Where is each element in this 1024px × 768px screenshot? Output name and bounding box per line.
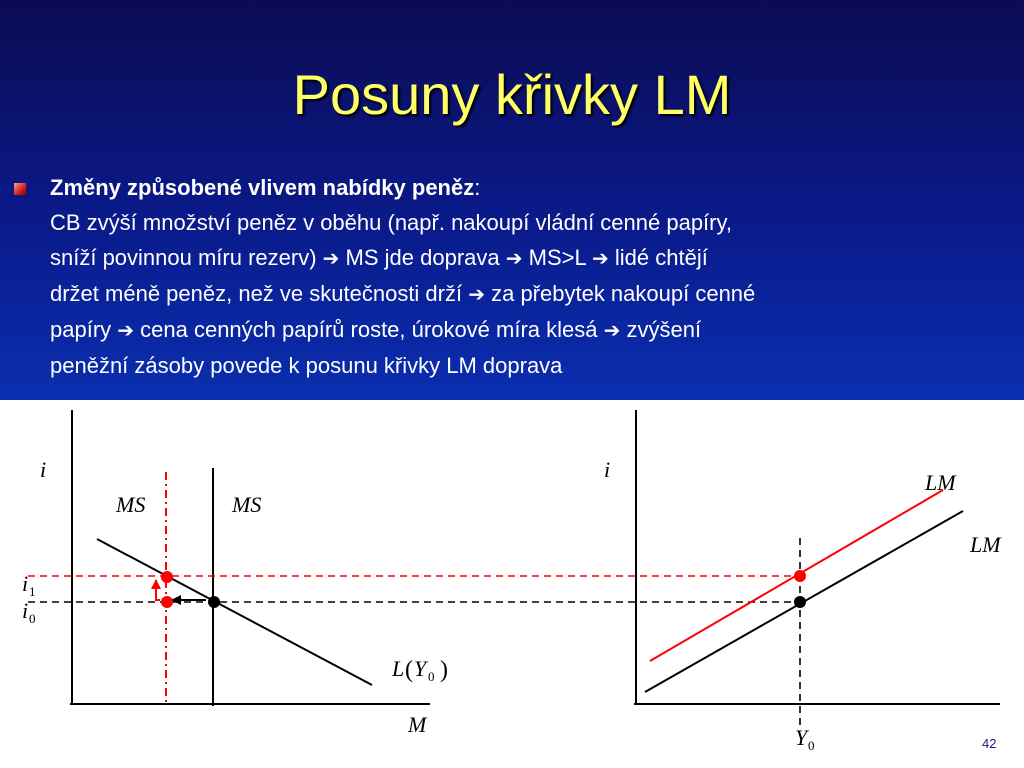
text-segment: papíry xyxy=(50,317,118,342)
arrow-right-icon: ➔ xyxy=(322,246,340,270)
slide-title: Posuny křivky LM xyxy=(292,63,732,126)
arrow-right-icon: ➔ xyxy=(117,318,135,342)
body-line-4 xyxy=(50,312,1000,348)
i1-label-sub: 1 xyxy=(29,584,36,599)
text-segment: zvýšení xyxy=(620,317,702,342)
point-i1 xyxy=(161,571,173,583)
page-number: 42 xyxy=(982,736,997,751)
lm-old-label: LM xyxy=(970,532,1001,557)
text-segment: držet méně peněz, než ve skutečnosti drží xyxy=(50,281,469,306)
ms-old-label: MS xyxy=(232,492,262,517)
lm-new-label: LM xyxy=(925,470,956,495)
lm-diagram xyxy=(604,410,1002,753)
diagrams xyxy=(0,400,1024,768)
left-y-axis-label: i xyxy=(40,457,47,482)
arrow-right-icon: ➔ xyxy=(592,246,609,270)
ms-new-label: MS xyxy=(116,492,146,517)
money-market-diagram xyxy=(22,410,808,737)
i0-label: i xyxy=(22,598,29,623)
lm-old-point xyxy=(794,596,806,608)
arrow-right-icon: ➔ xyxy=(505,246,523,270)
demand-label-l: L xyxy=(392,656,405,681)
y0-label: Y xyxy=(795,725,808,750)
text-segment: MS jde doprava xyxy=(339,245,506,270)
heading-colon: : xyxy=(474,175,481,200)
text-segment: cena cenných papírů roste, úrokové míra klesá xyxy=(134,317,604,342)
i0-label-sub: 0 xyxy=(29,611,36,626)
equilibrium-old-point xyxy=(208,596,220,608)
demand-label-y: Y xyxy=(414,656,427,681)
body-line-2 xyxy=(50,240,1000,276)
bullet-icon xyxy=(14,183,26,195)
bullet-heading: Změny způsobené vlivem nabídky peněz xyxy=(50,175,475,200)
y0-label-sub: 0 xyxy=(808,738,815,753)
text-segment: za přebytek nakoupí cenné xyxy=(484,281,756,306)
rate-rise-arrow xyxy=(156,580,160,600)
text-segment: lidé chtějí xyxy=(608,245,708,270)
demand-label-close: ) xyxy=(440,657,448,683)
text-segment: MS>L xyxy=(522,245,593,270)
left-x-axis-label: M xyxy=(408,712,427,737)
bullet-heading-line xyxy=(50,170,1000,205)
right-y-axis-label: i xyxy=(604,457,611,482)
text-segment: CB zvýší množství peněz v oběhu (např. nakoupí vládní cenné papíry, xyxy=(50,210,732,235)
body-line-1 xyxy=(50,205,1000,240)
equilibrium-new-point xyxy=(161,596,173,608)
demand-label-sub: 0 xyxy=(428,669,435,684)
text-segment: peněžní zásoby povede k posunu křivky LM doprava xyxy=(50,353,563,378)
body-line-3 xyxy=(50,276,1000,312)
arrow-right-icon: ➔ xyxy=(468,282,485,306)
lm-new-point xyxy=(794,570,806,582)
demand-label-open: ( xyxy=(405,657,413,683)
arrow-right-icon: ➔ xyxy=(603,318,621,342)
i1-label: i xyxy=(22,571,29,596)
bullet-text xyxy=(50,170,1000,383)
demand-curve xyxy=(97,539,372,685)
body-line-5 xyxy=(50,348,1000,383)
text-segment: sníží povinnou míru rezerv) xyxy=(50,245,323,270)
